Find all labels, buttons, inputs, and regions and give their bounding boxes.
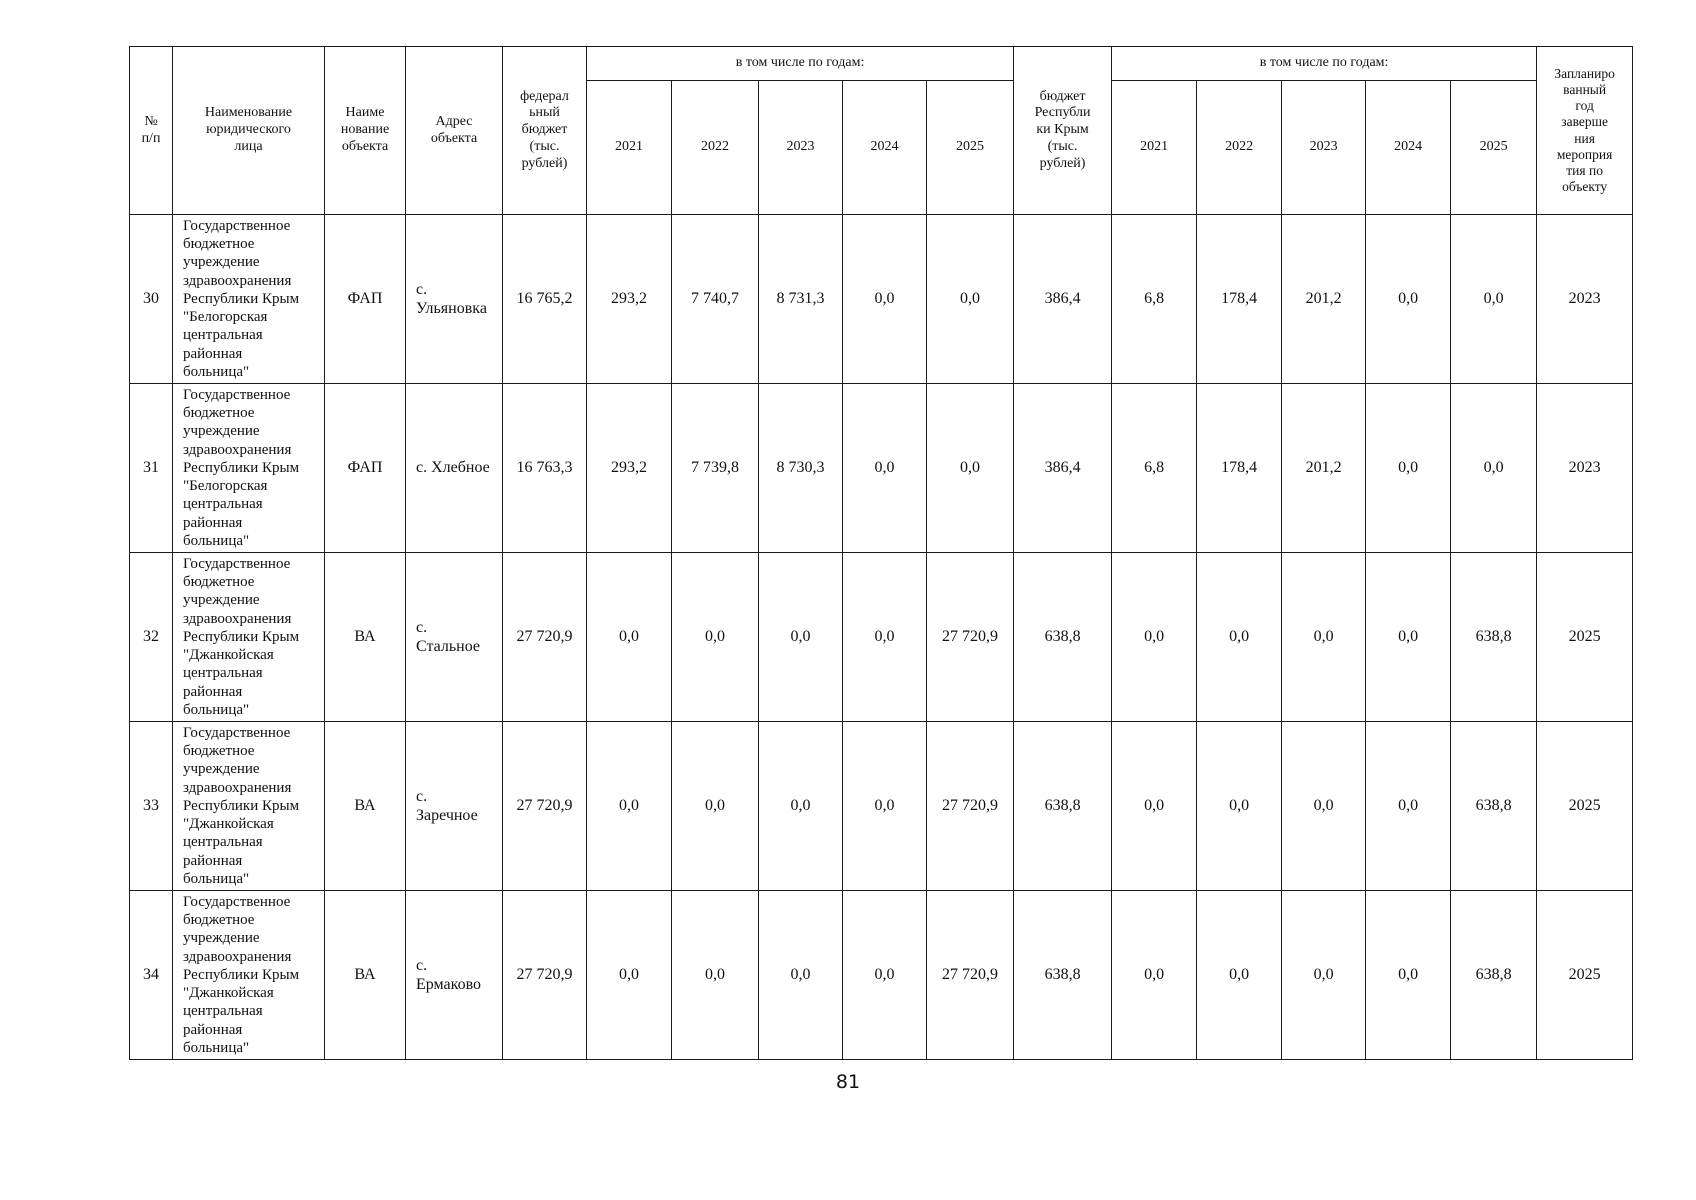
row-regional-2023: 0,0 [1282,553,1366,722]
header-regional-budget: бюджет Республи ки Крым (тыс. рублей) [1014,47,1112,215]
row-federal-2021: 293,2 [587,384,672,553]
row-org: Государственное бюджетное учреждение здравоохранения Республики Крым "Джанкойская центральная районная больница" [173,891,325,1060]
row-address: с. Заречное [406,722,503,891]
row-federal-2024: 0,0 [843,722,927,891]
row-regional-2022: 0,0 [1197,553,1282,722]
row-regional-2023: 0,0 [1282,891,1366,1060]
row-regional-total: 638,8 [1014,553,1112,722]
row-federal-2021: 293,2 [587,215,672,384]
row-federal-2025: 27 720,9 [927,553,1014,722]
row-federal-2021: 0,0 [587,553,672,722]
row-regional-2021: 6,8 [1112,215,1197,384]
header-regional-year-2021: 2021 [1112,81,1197,215]
row-regional-2023: 201,2 [1282,215,1366,384]
header-org: Наименование юридического лица [173,47,325,215]
row-address: с. Хлебное [406,384,503,553]
row-regional-total: 386,4 [1014,384,1112,553]
row-federal-2022: 0,0 [672,553,759,722]
row-num: 34 [130,891,173,1060]
row-object: ВА [325,553,406,722]
row-federal-2024: 0,0 [843,553,927,722]
header-regional-year-2025: 2025 [1451,81,1537,215]
row-federal-2022: 7 739,8 [672,384,759,553]
row-org: Государственное бюджетное учреждение здравоохранения Республики Крым "Джанкойская центральная районная больница" [173,722,325,891]
row-federal-2023: 0,0 [759,553,843,722]
row-regional-2023: 201,2 [1282,384,1366,553]
table-row [130,553,1633,722]
row-org: Государственное бюджетное учреждение здравоохранения Республики Крым "Джанкойская центральная районная больница" [173,553,325,722]
row-federal-2023: 8 730,3 [759,384,843,553]
row-regional-2021: 0,0 [1112,891,1197,1060]
row-federal-2022: 0,0 [672,722,759,891]
row-org: Государственное бюджетное учреждение здравоохранения Республики Крым "Белогорская центральная районная больница" [173,384,325,553]
header-federal-budget: федерал ьный бюджет (тыс. рублей) [503,47,587,215]
row-num: 31 [130,384,173,553]
row-federal-2024: 0,0 [843,891,927,1060]
row-num: 30 [130,215,173,384]
header-federal-year-2022: 2022 [672,81,759,215]
row-planned-year: 2023 [1537,215,1633,384]
row-num: 32 [130,553,173,722]
row-federal-total: 27 720,9 [503,891,587,1060]
row-regional-2025: 0,0 [1451,384,1537,553]
row-object: ФАП [325,384,406,553]
row-regional-2022: 178,4 [1197,384,1282,553]
table-row [130,891,1633,1060]
header-regional-year-2022: 2022 [1197,81,1282,215]
header-federal-year-2021: 2021 [587,81,672,215]
row-federal-2023: 0,0 [759,891,843,1060]
table-row [130,722,1633,891]
row-regional-2025: 638,8 [1451,553,1537,722]
header-regional-by-years: в том числе по годам: [1112,47,1537,81]
row-object: ВА [325,891,406,1060]
row-federal-2025: 27 720,9 [927,891,1014,1060]
row-regional-2025: 0,0 [1451,215,1537,384]
row-num: 33 [130,722,173,891]
row-planned-year: 2025 [1537,722,1633,891]
row-regional-total: 638,8 [1014,722,1112,891]
header-num: № п/п [130,47,173,215]
row-federal-2021: 0,0 [587,891,672,1060]
row-regional-2021: 6,8 [1112,384,1197,553]
header-planned-year: Запланиро ванный год заверше ния мероприя тия по объекту [1537,47,1633,215]
row-federal-total: 27 720,9 [503,553,587,722]
row-federal-total: 27 720,9 [503,722,587,891]
row-regional-2025: 638,8 [1451,891,1537,1060]
row-address: с. Ульяновка [406,215,503,384]
row-regional-2025: 638,8 [1451,722,1537,891]
row-object: ФАП [325,215,406,384]
row-federal-total: 16 765,2 [503,215,587,384]
row-federal-2024: 0,0 [843,215,927,384]
table-header [130,47,1633,215]
header-address: Адрес объекта [406,47,503,215]
row-regional-2024: 0,0 [1366,891,1451,1060]
row-object: ВА [325,722,406,891]
row-regional-2024: 0,0 [1366,215,1451,384]
row-planned-year: 2025 [1537,553,1633,722]
row-federal-2022: 0,0 [672,891,759,1060]
header-federal-by-years: в том числе по годам: [587,47,1014,81]
row-regional-2022: 0,0 [1197,722,1282,891]
row-regional-total: 386,4 [1014,215,1112,384]
table-row [130,215,1633,384]
row-regional-total: 638,8 [1014,891,1112,1060]
row-regional-2021: 0,0 [1112,553,1197,722]
header-federal-year-2024: 2024 [843,81,927,215]
header-object-name: Наиме нование объекта [325,47,406,215]
header-regional-year-2024: 2024 [1366,81,1451,215]
header-regional-year-2023: 2023 [1282,81,1366,215]
row-regional-2023: 0,0 [1282,722,1366,891]
row-regional-2022: 178,4 [1197,215,1282,384]
row-regional-2022: 0,0 [1197,891,1282,1060]
row-regional-2024: 0,0 [1366,722,1451,891]
row-regional-2021: 0,0 [1112,722,1197,891]
row-federal-2025: 0,0 [927,215,1014,384]
row-federal-2022: 7 740,7 [672,215,759,384]
row-federal-2023: 8 731,3 [759,215,843,384]
table-row [130,384,1633,553]
row-planned-year: 2025 [1537,891,1633,1060]
row-planned-year: 2023 [1537,384,1633,553]
row-federal-2021: 0,0 [587,722,672,891]
header-federal-year-2025: 2025 [927,81,1014,215]
row-federal-2023: 0,0 [759,722,843,891]
row-regional-2024: 0,0 [1366,384,1451,553]
table-body [130,215,1633,1060]
row-org: Государственное бюджетное учреждение здравоохранения Республики Крым "Белогорская центральная районная больница" [173,215,325,384]
page-number: 81 [835,1071,861,1093]
funding-table [129,46,1633,1060]
row-address: с. Стальное [406,553,503,722]
row-regional-2024: 0,0 [1366,553,1451,722]
header-federal-year-2023: 2023 [759,81,843,215]
row-federal-2024: 0,0 [843,384,927,553]
row-address: с. Ермаково [406,891,503,1060]
row-federal-total: 16 763,3 [503,384,587,553]
row-federal-2025: 0,0 [927,384,1014,553]
row-federal-2025: 27 720,9 [927,722,1014,891]
